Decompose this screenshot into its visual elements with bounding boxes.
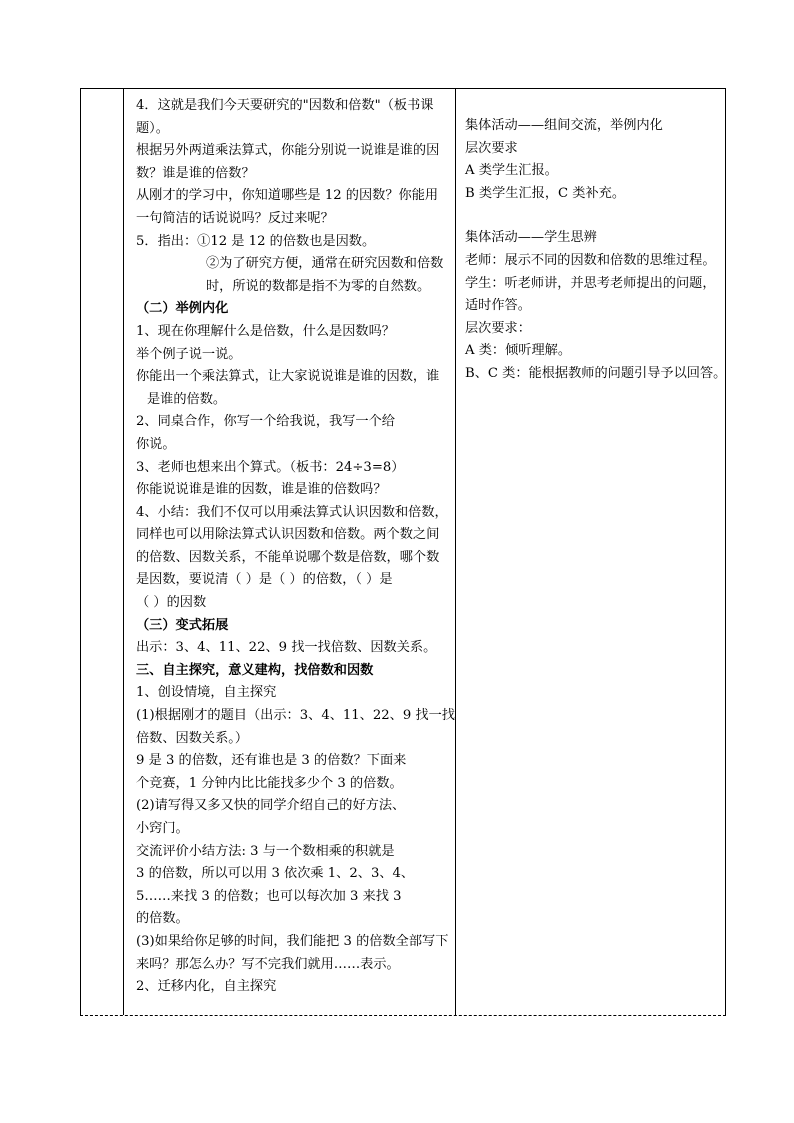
text-line: 学生：听老师讲，并思考老师提出的问题， <box>465 275 716 291</box>
text-line: 你能说说谁是谁的因数，谁是谁的倍数吗？ <box>136 482 387 498</box>
text-line: 的倍数、因数关系，不能单说哪个数是倍数，哪个数 <box>136 549 440 565</box>
section-heading: （三）变式拓展 <box>136 617 229 633</box>
activity-column <box>459 88 726 386</box>
text-line: 数？谁是谁的倍数？ <box>136 165 255 181</box>
text-line: 你能出一个乘法算式，让大家说说谁是谁的因数，谁 <box>136 369 440 385</box>
text-line: 1、创设情境，自主探究 <box>136 685 277 701</box>
text-line: 题）。 <box>136 120 169 136</box>
section-heading: （二）举例内化 <box>136 301 229 317</box>
text-line: 集体活动——组间交流，举例内化 <box>465 118 663 133</box>
text-line: 3 的倍数，所以可以用 3 依次乘 1、2、3、4、 <box>136 866 415 882</box>
text-line: 时，所说的数都是指不为零的自然数。 <box>206 278 431 294</box>
text-line: B、C 类：能根据教师的问题引导予以回答。 <box>465 365 727 381</box>
text-line: 倍数、因数关系。） <box>136 730 249 746</box>
text-line: 3、老师也想来出个算式。（板书：24÷3=8） <box>136 459 405 475</box>
section-heading: 三、自主探究，意义建构，找倍数和因数 <box>136 662 374 678</box>
text-line: ②为了研究方便，通常在研究因数和倍数 <box>206 256 444 272</box>
text-line: 根据另外两道乘法算式，你能分别说一说谁是谁的因 <box>136 143 440 159</box>
text-line: 1、现在你理解什么是倍数，什么是因数吗？ <box>136 323 395 339</box>
lesson-plan-table <box>80 88 726 1015</box>
text-line: （ ）的因数 <box>136 595 207 611</box>
text-line: 5……来找 3 的倍数；也可以每次加 3 来找 3 <box>136 888 402 904</box>
text-line: 是因数，要说清（ ）是（ ）的倍数，（ ）是 <box>136 572 393 588</box>
text-line: 一句简洁的话说说吗？反过来呢？ <box>136 210 334 226</box>
text-line: 集体活动——学生思辨 <box>465 230 597 246</box>
text-line: 4、小结：我们不仅可以用乘法算式认识因数和倍数， <box>136 504 448 520</box>
text-line: 同样也可以用除法算式认识因数和倍数。两个数之间 <box>136 527 440 543</box>
text-line: 9 是 3 的倍数，还有谁也是 3 的倍数？下面来 <box>136 753 407 769</box>
teaching-process-column <box>131 88 509 999</box>
text-line: 适时作答。 <box>465 298 531 314</box>
text-line: 小窍门。 <box>136 821 189 836</box>
blank-line <box>465 205 722 227</box>
text-line: B 类学生汇报，C 类补充。 <box>465 185 626 201</box>
text-line: 2、同桌合作，你写一个给我说，我写一个给 <box>136 414 395 430</box>
column-divider-1 <box>123 88 124 1015</box>
text-line: 出示：3、4、11、22、9 找一找倍数、因数关系。 <box>136 640 437 656</box>
text-line: A 类学生汇报。 <box>465 163 558 179</box>
text-line: 从刚才的学习中，你知道哪些是 12 的因数？你能用 <box>136 188 439 204</box>
text-line: 交流评价小结方法: 3 与一个数相乘的积就是 <box>136 843 395 859</box>
table-bottom-dashed-border <box>80 1015 726 1016</box>
text-line: 举个例子说一说。 <box>136 346 242 362</box>
text-line: (1)根据刚才的题目（出示：3、4、11、22、9 找一找 <box>136 708 455 724</box>
text-line: 5．指出：①12 是 12 的倍数也是因数。 <box>136 233 376 249</box>
text-line: 4．这就是我们今天要研究的"因数和倍数"（板书课 <box>136 98 434 113</box>
text-line: 你说。 <box>136 436 176 452</box>
text-line: 层次要求 <box>465 140 518 156</box>
text-line: 层次要求： <box>465 320 531 336</box>
text-line: 老师：展示不同的因数和倍数的思维过程。 <box>465 252 716 268</box>
text-line: 的倍数。 <box>136 911 189 927</box>
text-line: (3)如果给你足够的时间，我们能把 3 的倍数全部写下 <box>136 933 449 949</box>
text-line: 是谁的倍数。 <box>147 391 227 407</box>
text-line: A 类：倾听理解。 <box>465 343 572 359</box>
text-line: 2、迁移内化，自主探究 <box>136 979 277 995</box>
text-line: (2)请写得又多又快的同学介绍自己的好方法、 <box>136 798 406 814</box>
table-left-border <box>80 88 81 1015</box>
text-line: 来吗？那怎么办？写不完我们就用……表示。 <box>136 956 400 972</box>
text-line: 个竞赛，1 分钟内比比能找多少个 3 的倍数。 <box>136 775 403 791</box>
